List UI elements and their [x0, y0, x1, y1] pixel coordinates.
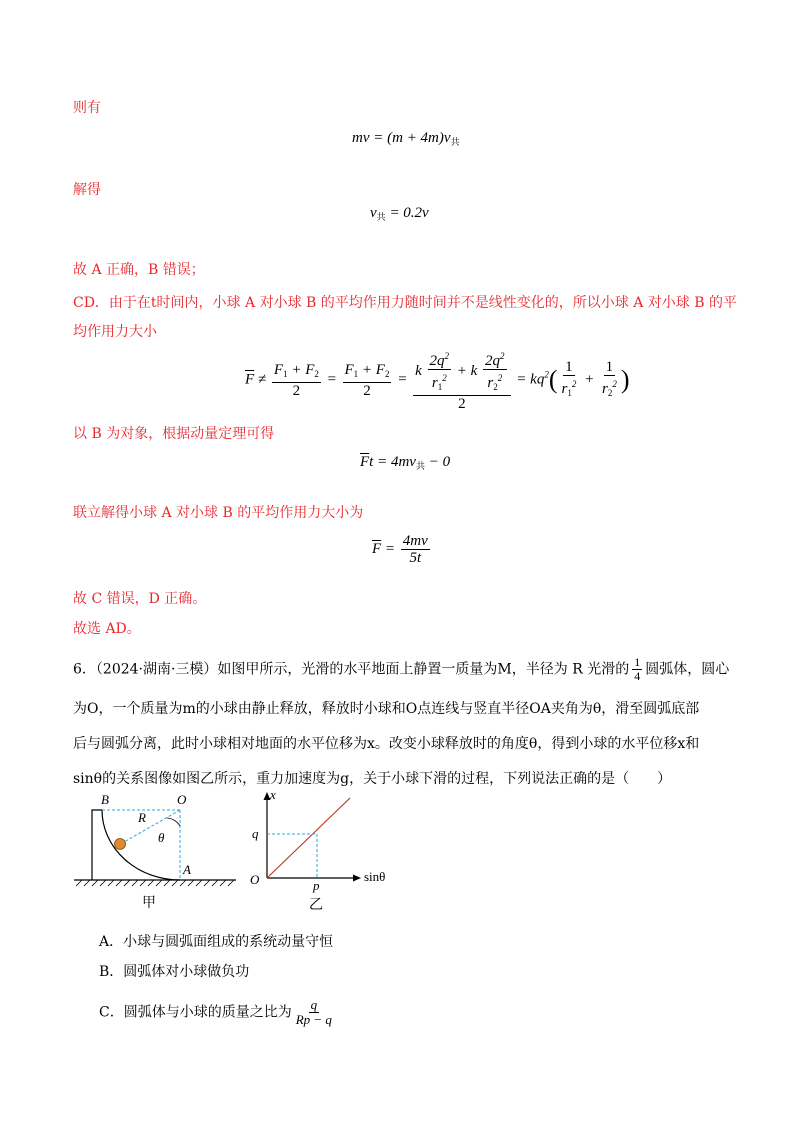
conclusion-cd: 故 C 错误，D 正确。: [73, 591, 207, 607]
label-x-axis: x: [270, 787, 276, 802]
option-c: C．圆弧体与小球的质量之比为 $\frac{q}{Rp - q}$: [99, 997, 332, 1027]
combine-label: 联立解得小球 A 对小球 B 的平均作用力大小为: [73, 505, 364, 521]
ground-hatch: [76, 880, 234, 886]
then-have-label: 则有: [73, 100, 101, 116]
question-line4: sinθ的关系图像如图乙所示，重力加速度为g，关于小球下滑的过程，下列说法正确的是（ ）: [73, 771, 672, 787]
angle-arc: [167, 818, 180, 826]
take-b-label: 以 B 为对象，根据动量定理可得: [73, 426, 275, 442]
option-a: A．小球与圆弧面组成的系统动量守恒: [99, 934, 334, 950]
conclusion-ab: 故 A 正确，B 错误；: [73, 262, 205, 278]
dashed-radius: [124, 810, 180, 842]
label-b: B: [101, 792, 109, 807]
label-theta: θ: [158, 830, 165, 845]
average-force-inequality: $\overline{F}$ ≠ $\frac{F_1 + F_2}{2}$ = $\frac{F_1 + F_2}{2}$ = k $\frac{2q^2}{r_1^2}$ + k $\frac{2q^2}{r_2^2}$ 2 = $kq^2$( $\frac{1}{r_1^2}$ + $\frac{1}{r_2^2}$ ): [245, 348, 629, 412]
question-line3: 后与圆弧分离，此时小球相对地面的水平位移为x。改变小球释放时的角度θ，得到小球的水平位移x和: [73, 736, 700, 752]
label-q: q: [252, 826, 259, 841]
cd-explanation-line1: CD．由于在t时间内，小球 A 对小球 B 的平均作用力随时间并不是线性变化的，所以小球 A 对小球 B 的平: [73, 295, 737, 311]
arc-body: [92, 810, 180, 880]
velocity-result: $v_共 = 0.2v$: [370, 205, 429, 222]
answer-label: 故选 AD。: [73, 621, 141, 637]
impulse-equation: $\overline{F}t = 4mv_共 - 0$: [360, 454, 451, 471]
cd-explanation-line2: 均作用力大小: [73, 324, 157, 340]
question-line2: 为O，一个质量为m的小球由静止释放，释放时小球和O点连线与竖直半径OA夹角为θ，滑至圆弧底部: [73, 701, 700, 717]
question-line1: 6．（2024·湖南·三模）如图甲所示，光滑的水平地面上静置一质量为M，半径为 R 光滑的 $\frac{1}{4}$ 圆弧体，圆心: [73, 655, 730, 683]
solved-label: 解得: [73, 182, 101, 198]
label-o-jia: O: [177, 792, 187, 807]
ball: [115, 839, 126, 850]
average-force-result: $\overline{F}$ = $\frac{4mv}{5t}$: [372, 533, 428, 566]
label-sin-theta: sinθ: [364, 869, 386, 884]
caption-yi: 乙: [309, 897, 323, 913]
label-a: A: [183, 862, 191, 877]
option-b: B．圆弧体对小球做负功: [99, 964, 250, 980]
label-p: p: [313, 878, 320, 893]
caption-jia: 甲: [142, 895, 156, 911]
x-sin-line: [267, 798, 350, 878]
x-axis-arrow: [353, 875, 361, 882]
figure-yi-graph: [245, 786, 375, 898]
momentum-equation: mv = $(m + 4m)v_共$: [352, 130, 460, 147]
label-r: R: [138, 810, 146, 825]
label-o-yi: O: [250, 872, 260, 887]
